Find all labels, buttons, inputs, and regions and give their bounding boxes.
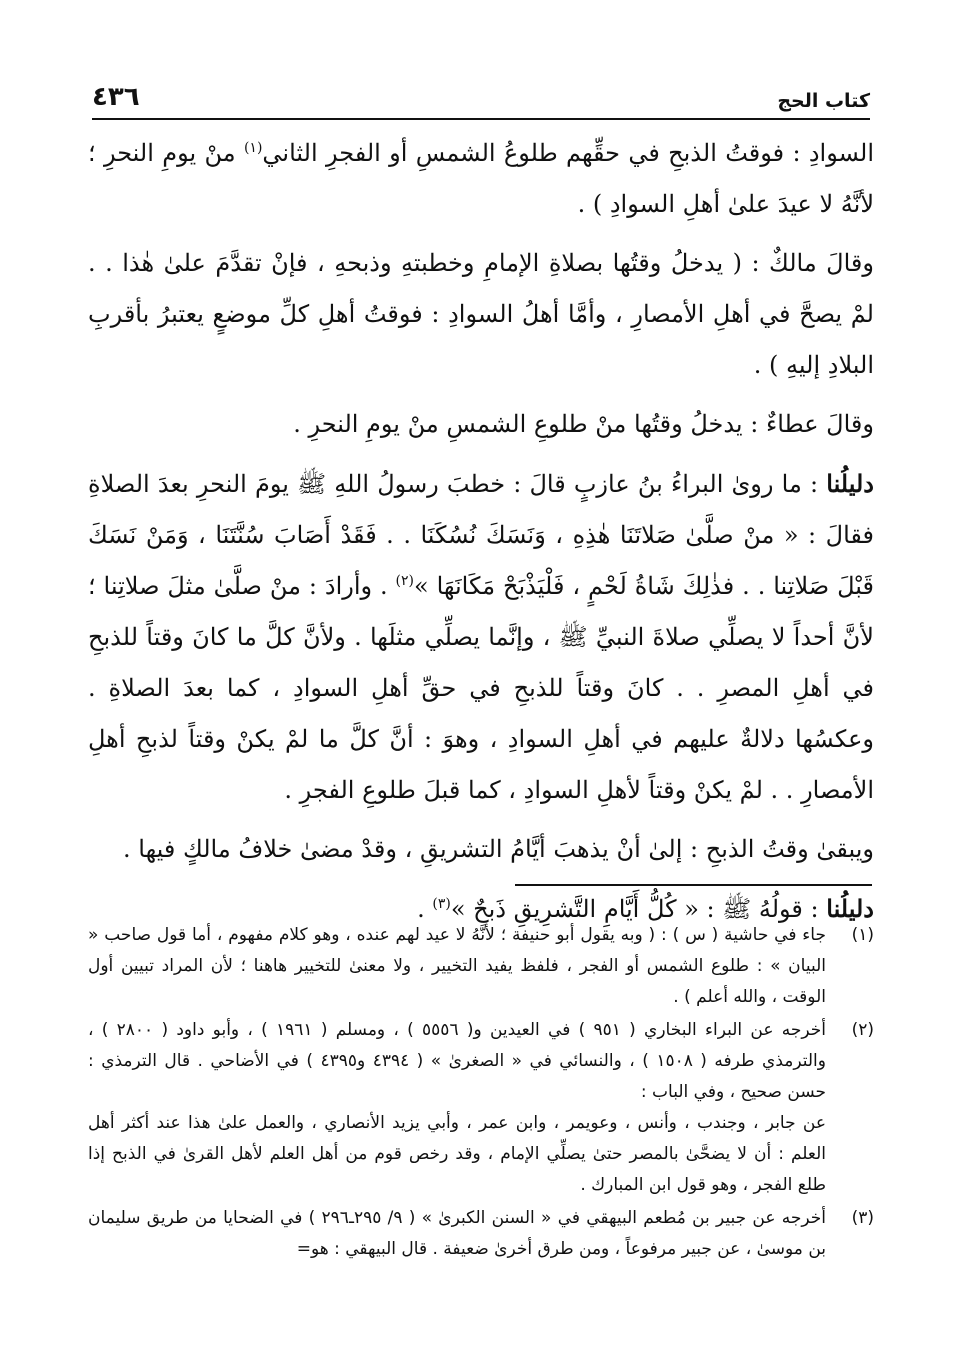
footnote-number: (٢) bbox=[851, 1020, 874, 1040]
footnote-text: عن جابر ، وجندب ، وأنس ، وعويمر ، وابن عمر ، وأبي يزيد الأنصاري ، والعمل علىٰ هذا عند أكثر أهل العلم : أن لا يضحَّىٰ بالمصر حتىٰ يصلِّي الإمام ، وقد رخص قوم من أهل العلم لأهل القرىٰ في الذبح إذا طلع الفجر ، وهو قول ابن المبارك . bbox=[88, 1113, 826, 1195]
footnote-text: جاء في حاشية ( س ) : ( وبه يقول أبو حنيفة ؛ لأنَّهُ لا عيد لهم عنده ، وهو كلام مفهوم ، أما قول صاحب « البيان » : طلوع الشمس أو الفجر ، فلفظ يفيد التخيير ، ولا معنىٰ للتخيير هاهنا ؛ لأن المراد تبيين أول الوقت ، والله أعلم ) . bbox=[88, 925, 826, 1007]
footnote-ref-3[interactable]: (٣) bbox=[432, 896, 451, 912]
page-header bbox=[92, 78, 870, 112]
header-divider bbox=[92, 118, 870, 120]
paragraph-1: السوادِ : فوقتُ الذبحِ في حقِّهم طلوعُ الشمسِ أو الفجرِ الثاني$^{(١)}$ منْ يومِ النحرِ ؛ لأنَّهُ لا عيدَ علىٰ أهلِ السوادِ ) . bbox=[88, 139, 874, 218]
footnotes bbox=[88, 920, 874, 1267]
footnote-ref-1[interactable]: (١) bbox=[243, 140, 263, 156]
evidence-label: دليلُنا bbox=[826, 469, 874, 498]
paragraph-6: دليلُنا : قولُهُ ﷺ : « كُلُّ أَيَّامِ التَّشرِيقِ ذَبحٌ »$^{(٣)}$ . bbox=[417, 894, 874, 923]
footnote-3 bbox=[88, 1203, 874, 1265]
footnote-text: أخرجه عن البراء البخاري ( ٩٥١ ) في العيدين و( ٥٥٥٦ ) ، ومسلم ( ١٩٦١ ) ، وأبو داود ( ٢٨٠٠ ) ، والترمذي طرفه ( ١٥٠٨ ) ، والنسائي في « الصغرىٰ » ( ٤٣٩٤ و٤٣٩٥ ) في الأضاحي . قال الترمذي : حسن صحيح ، وفي الباب : bbox=[88, 1020, 826, 1102]
footnote-text: أخرجه عن جبير بن مُطعم البيهقي في « السنن الكبرىٰ » ( ٩/ ٢٩٥ـ٢٩٦ ) في الضحايا من طريق سليمان بن موسىٰ ، عن جبير مرفوعاً ، ومن طرق أخرىٰ ضعيفة . قال البيهقي : هو= bbox=[88, 1208, 826, 1259]
evidence-label: دليلُنا bbox=[826, 894, 874, 923]
footnote-number: (٣) bbox=[851, 1208, 874, 1228]
footnote-2 bbox=[88, 1015, 874, 1201]
page-number: ٤٣٦ bbox=[92, 82, 140, 112]
footnote-number: (١) bbox=[851, 925, 874, 945]
paragraph-2: وقالَ مالكٌ : ( يدخلُ وقتُها بصلاةِ الإمامِ وخطبتهِ وذبحهِ ، فإنْ تقدَّمَ علىٰ هٰذا . . لمْ يصحَّ في أهلِ الأمصارِ ، وأمَّا أهلُ السوادِ : فوقتُ أهلِ كلِّ موضعٍ يعتبرُ بأقربِ البلادِ إليهِ ) . bbox=[88, 249, 874, 379]
paragraph-4: دليلُنا : ما روىٰ البراءُ بنُ عازبٍ قالَ : خطبَ رسولُ اللهِ ﷺ يومَ النحرِ بعدَ الصلاةِ فقالَ : « منْ صلَّىٰ صَلاتَنَا هٰذِهِ ، وَنَسَكَ نُسُكَنَا . . فَقَدْ أَصَابَ سُنَّتَنَا ، وَمَنْ نَسَكَ قَبْلَ صَلاتِنا . . فذٰلِكَ شَاةُ لَحْمٍ ، فَلْيَذْبَحْ مَكَانَهَا »$^{(٢)}$ . وأرادَ : منْ صلَّىٰ مثلَ صلاتِنا ؛ لأنَّ أحداً لا يصلِّي صلاةَ النبيِّ ﷺ ، وإنَّما يصلِّي مثلَها . ولأنَّ كلَّ ما كانَ وقتاً للذبحِ في أهلِ المصرِ . . كانَ وقتاً للذبحِ في حقِّ أهلِ السوادِ ، كما بعدَ الصلاةِ . وعكسُها دلالةٌ عليهم في أهلِ السوادِ ، وهوَ : أنَّ كلَّ ما لمْ يكنْ وقتاً لذبحِ أهلِ الأمصارِ . . لمْ يكنْ وقتاً لأهلِ السوادِ ، كما قبلَ طلوعِ الفجرِ . bbox=[88, 469, 874, 804]
paragraph-3: وقالَ عطاءٌ : يدخلُ وقتُها منْ طلوعِ الشمسِ منْ يومِ النحرِ . bbox=[293, 410, 874, 438]
footnote-1 bbox=[88, 920, 874, 1013]
paragraph-5: ويبقىٰ وقتُ الذبحِ : إلىٰ أنْ يذهبَ أيَّامُ التشريقِ ، وقدْ مضىٰ خلافُ مالكٍ فيها . bbox=[123, 835, 874, 863]
running-title: كتاب الحج bbox=[777, 90, 870, 112]
footnote-divider bbox=[515, 884, 872, 886]
main-text bbox=[88, 128, 874, 943]
footnote-ref-2[interactable]: (٢) bbox=[395, 573, 415, 589]
